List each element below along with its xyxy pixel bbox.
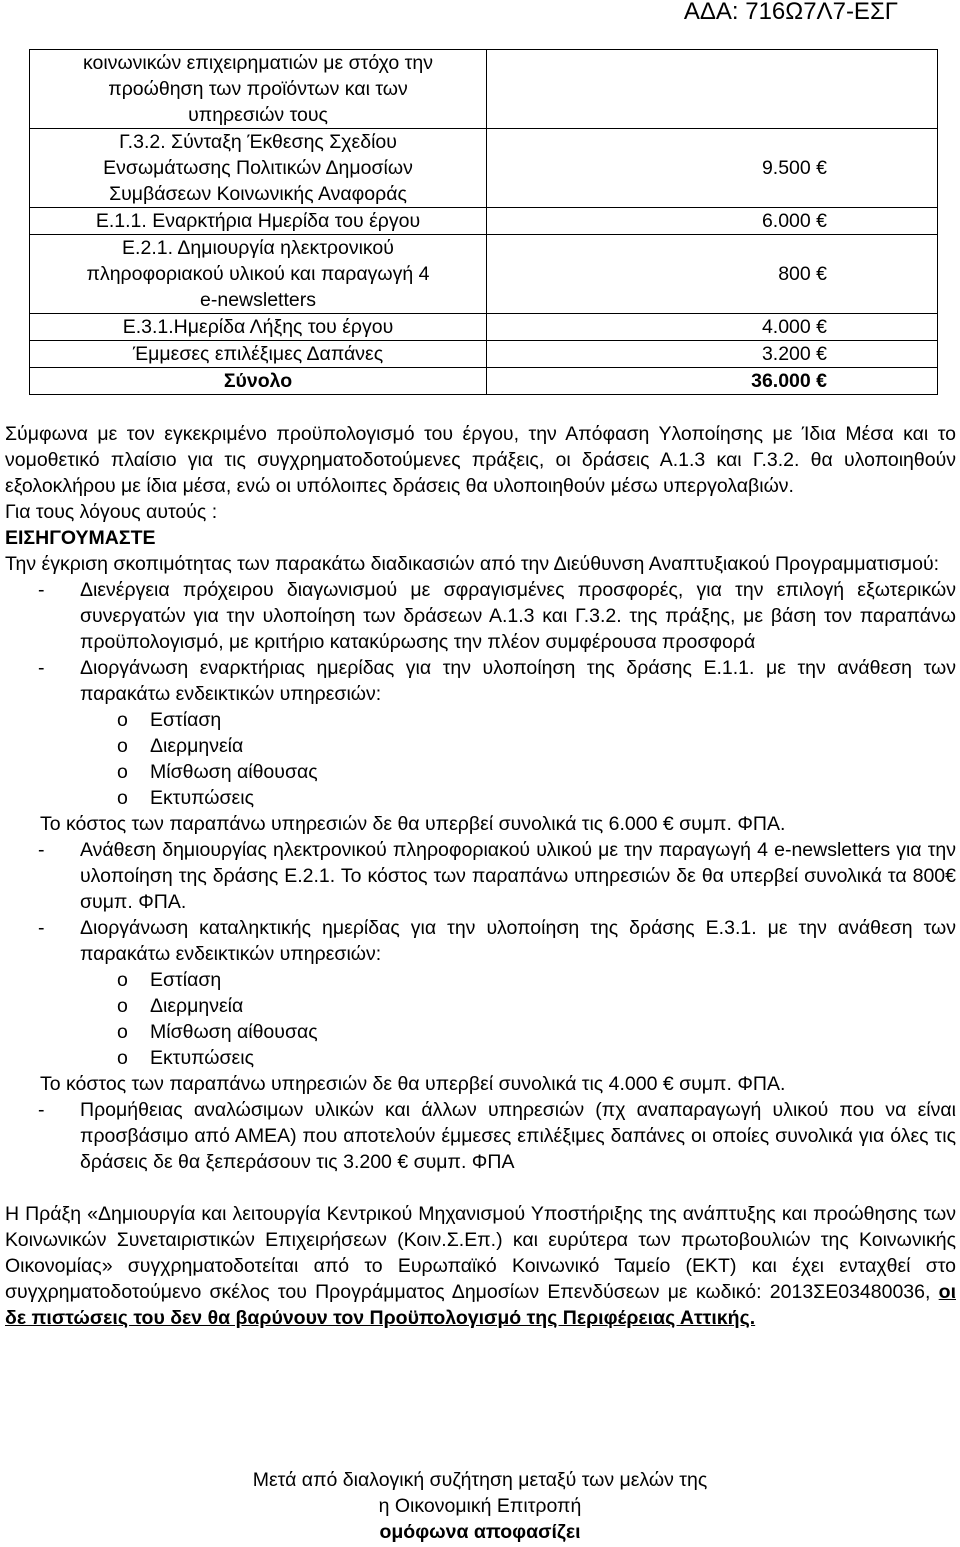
list-item	[5, 1045, 956, 1071]
list-item	[5, 1019, 956, 1045]
document-body	[5, 421, 956, 1331]
footer-line-3: ομόφωνα αποφασίζει	[379, 1521, 581, 1543]
dash-marker: -	[38, 1099, 45, 1121]
table-row	[30, 129, 938, 208]
service-label: Εκτυπώσεις	[150, 1047, 254, 1069]
description-line: προώθηση των προϊόντων και των	[108, 78, 408, 100]
amount-value: 4.000 €	[761, 316, 827, 338]
list-item	[5, 759, 956, 785]
budget-description	[30, 314, 487, 341]
cost-note-opening: Το κόστος των παραπάνω υπηρεσιών δε θα υπερβεί συνολικά τις 6.000 € συμπ. ΦΠΑ.	[40, 813, 786, 835]
amount-value: 36.000 €	[751, 370, 827, 392]
service-label: Μίσθωση αίθουσας	[150, 1021, 318, 1043]
list-item-text: Διενέργεια πρόχειρου διαγωνισμού με σφραγισμένες προσφορές, για την επιλογή εξωτερικών συνεργατών για την υλοποίηση των δράσεων Α.1.3 και Γ.3.2. της πράξης, με βάση τον παραπάνω προϋπολογισμό, με κριτήριο κατακύρωσης την πλέον συμφέρουσα προσφορά	[80, 579, 956, 653]
list-item	[5, 733, 956, 759]
table-row	[30, 208, 938, 235]
services-list-2	[5, 967, 956, 1071]
dash-marker: -	[38, 579, 45, 601]
bullet-marker: o	[117, 735, 128, 757]
table-row	[30, 235, 938, 314]
services-list-1	[5, 707, 956, 811]
list-item-tender	[5, 577, 956, 655]
list-item-newsletters	[5, 837, 956, 915]
budget-amount	[487, 314, 938, 341]
budget-description	[30, 208, 487, 235]
budget-amount	[487, 129, 938, 208]
description-line: πληροφοριακού υλικού και παραγωγή 4	[86, 263, 430, 285]
bullet-marker: o	[117, 969, 128, 991]
list-item	[5, 993, 956, 1019]
dash-marker: -	[38, 657, 45, 679]
list-item-closing-event	[5, 915, 956, 967]
description-line: e-newsletters	[200, 289, 316, 311]
list-item	[5, 707, 956, 733]
cost-note-closing: Το κόστος των παραπάνω υπηρεσιών δε θα υπερβεί συνολικά τις 4.000 € συμπ. ΦΠΑ.	[40, 1073, 786, 1095]
description-line: Ε.3.1.Ημερίδα Λήξης του έργου	[122, 316, 394, 338]
budget-amount	[487, 50, 938, 129]
description-line: Έμμεσες επιλέξιμες Δαπάνες	[132, 343, 384, 365]
budget-table	[29, 49, 938, 395]
budget-amount	[487, 208, 938, 235]
table-row	[30, 341, 938, 368]
dash-marker: -	[38, 839, 45, 861]
service-label: Διερμηνεία	[150, 995, 244, 1017]
budget-amount	[487, 368, 938, 395]
list-item-text: Διοργάνωση καταληκτικής ημερίδας για την υλοποίηση της δράσης Ε.3.1. με την ανάθεση των παρακάτω ενδεικτικών υπηρεσιών:	[80, 917, 956, 965]
amount-value: 6.000 €	[761, 210, 827, 232]
ada-code: ΑΔΑ: 716Ω7Λ7-ΕΣΓ	[683, 0, 898, 25]
budget-amount	[487, 341, 938, 368]
list-item-text: Προμήθειας αναλώσιμων υλικών και άλλων υπηρεσιών (πχ αναπαραγωγή υλικού που να είναι προσβάσιμο από ΑΜΕΑ) που αποτελούν έμμεσες επιλέξιμες δαπάνες οι οποίες συνολικά για όλες τις δράσεις δε θα ξεπεράσουν τις 3.200 € συμπ. ΦΠΑ	[80, 1099, 956, 1173]
description-line: Γ.3.2. Σύνταξη Έκθεσης Σχεδίου	[119, 131, 397, 153]
service-label: Μίσθωση αίθουσας	[150, 761, 318, 783]
description-line: υπηρεσιών τους	[188, 104, 328, 126]
description-line: κοινωνικών επιχειρηματιών με στόχο την	[83, 52, 433, 74]
decision-footer	[0, 1467, 960, 1545]
service-label: Εστίαση	[150, 969, 222, 991]
paragraph-reasons: Για τους λόγους αυτούς :	[5, 501, 218, 523]
bullet-marker: o	[117, 1021, 128, 1043]
bullet-marker: o	[117, 761, 128, 783]
description-line: Ενσωμάτωσης Πολιτικών Δημοσίων	[103, 157, 413, 179]
list-item-supplies	[5, 1097, 956, 1175]
budget-description	[30, 129, 487, 208]
description-line: Σύνολο	[223, 370, 293, 392]
amount-value: 800 €	[778, 263, 827, 285]
service-label: Εστίαση	[150, 709, 222, 731]
service-label: Διερμηνεία	[150, 735, 244, 757]
list-item-opening-event	[5, 655, 956, 707]
funding-text: Η Πράξη «Δημιουργία και λειτουργία Κεντρικού Μηχανισμού Υποστήριξης της ανάπτυξης και προώθησης των Κοινωνικών Συνεταιριστικών Επιχειρήσεων (Κοιν.Σ.Επ.) και ευρύτερα των πρωτοβουλιών της Κοινωνικής Οικονομίας» συγχρηματοδοτείται από το Ευρωπαϊκό Κοινωνικό Ταμείο (ΕΚΤ) και έχει ενταχθεί στο συγχρηματοδοτούμενο σκέλος του Προγράμματος Δημοσίων Επενδύσεων με κωδικό: 2013ΣΕ03480036,	[5, 1203, 956, 1303]
description-line: Συμβάσεων Κοινωνικής Αναφοράς	[109, 183, 407, 205]
funding-note-bold: οι δε πιστώσεις του δεν θα βαρύνουν τον Προϋπολογισμό της Περιφέρειας Αττικής.	[5, 1281, 957, 1329]
table-row	[30, 314, 938, 341]
dash-marker: -	[38, 917, 45, 939]
list-item	[5, 785, 956, 811]
list-item-text: Ανάθεση δημιουργίας ηλεκτρονικού πληροφοριακού υλικού με την παραγωγή 4 e-newsletters για την υλοποίηση της δράσης Ε.2.1. Το κόστος των παραπάνω υπηρεσιών δε θα υπερβεί συνολικά τα 800€ συμπ. ΦΠΑ.	[80, 839, 956, 913]
footer-line-1: Μετά από διαλογική συζήτηση μεταξύ των μελών της	[252, 1469, 708, 1491]
bullet-marker: o	[117, 1047, 128, 1069]
paragraph-intro: Σύμφωνα με τον εγκεκριμένο προϋπολογισμό του έργου, την Απόφαση Υλοποίησης με Ίδια Μέσα και το νομοθετικό πλαίσιο για τις συγχρηματοδοτούμενες πράξεις, οι δράσεις Α.1.3 και Γ.3.2. θα υλοποιηθούν εξολοκλήρου με ίδια μέσα, ενώ οι υπόλοιπες δράσεις θα υλοποιηθούν μέσω υπεργολαβιών.	[5, 423, 956, 497]
amount-value: 3.200 €	[761, 343, 827, 365]
description-line: Ε.1.1. Εναρκτήρια Ημερίδα του έργου	[95, 210, 421, 232]
description-line: Ε.2.1. Δημιουργία ηλεκτρονικού	[122, 237, 394, 259]
service-label: Εκτυπώσεις	[150, 787, 254, 809]
budget-description	[30, 235, 487, 314]
bullet-marker: o	[117, 787, 128, 809]
table-row	[30, 50, 938, 129]
budget-description	[30, 368, 487, 395]
list-item	[5, 967, 956, 993]
amount-value: 9.500 €	[761, 157, 827, 179]
budget-description	[30, 50, 487, 129]
list-item-text: Διοργάνωση εναρκτήριας ημερίδας για την υλοποίηση της δράσης Ε.1.1. με την ανάθεση των παρακάτω ενδεικτικών υπηρεσιών:	[80, 657, 956, 705]
heading-proposal: ΕΙΣΗΓΟΥΜΑΣΤΕ	[5, 527, 156, 549]
paragraph-approval: Την έγκριση σκοπιμότητας των παρακάτω διαδικασιών από την Διεύθυνση Αναπτυξιακού Προγραμματισμού:	[5, 553, 940, 575]
paragraph-project-funding	[5, 1201, 956, 1331]
budget-description	[30, 341, 487, 368]
bullet-marker: o	[117, 995, 128, 1017]
footer-line-2: η Οικονομική Επιτροπή	[378, 1495, 582, 1517]
budget-amount	[487, 235, 938, 314]
table-row	[30, 368, 938, 395]
bullet-marker: o	[117, 709, 128, 731]
